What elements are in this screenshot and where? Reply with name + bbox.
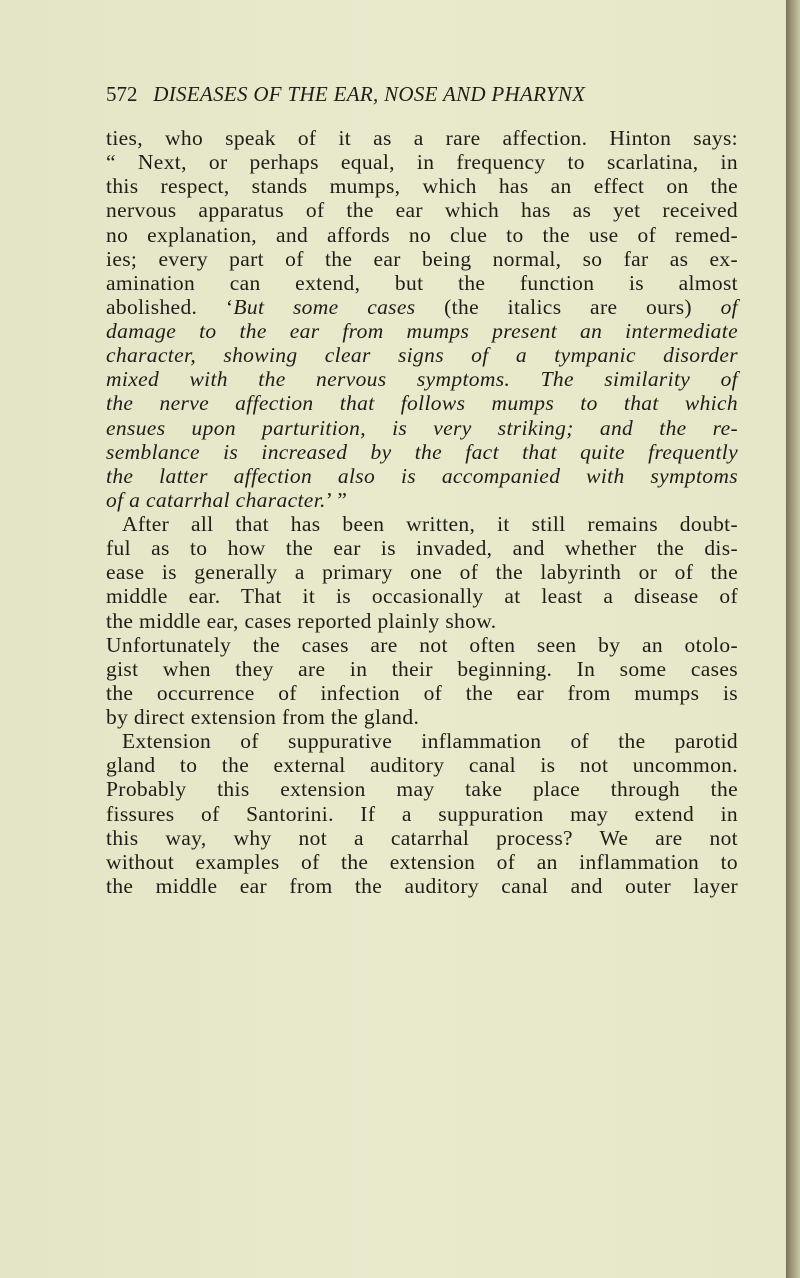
page-edge bbox=[786, 0, 800, 1278]
text-segment: without examples of the extension of an inflammation to bbox=[106, 849, 738, 874]
italic-text: mixed with the nervous symptoms. The similarity of bbox=[106, 367, 738, 392]
text-segment: middle ear. That it is occasionally at least a disease of bbox=[106, 584, 738, 609]
text-line bbox=[106, 271, 738, 295]
text-segment: (the italics are ours) bbox=[415, 294, 721, 319]
text-segment: gist when they are in their beginning. In some cases bbox=[106, 656, 738, 681]
text-line bbox=[106, 488, 738, 512]
text-line bbox=[106, 295, 738, 319]
text-line bbox=[106, 440, 738, 464]
text-segment: ties, who speak of it as a rare affection. Hinton says: bbox=[106, 126, 738, 150]
text-line bbox=[106, 777, 738, 801]
text-line bbox=[106, 223, 738, 247]
text-line bbox=[106, 343, 738, 367]
text-segment: fissures of Santorini. If a suppuration may extend in bbox=[106, 801, 738, 826]
text-line bbox=[106, 247, 738, 271]
text-line bbox=[106, 633, 738, 657]
text-line bbox=[106, 126, 738, 150]
text-segment: by direct extension from the gland. bbox=[106, 705, 420, 729]
text-segment: gland to the external auditory canal is not uncommon. bbox=[106, 753, 738, 778]
text-segment: Probably this extension may take place through the bbox=[106, 777, 738, 802]
text-line bbox=[106, 729, 738, 753]
italic-text: semblance is increased by the fact that quite frequently bbox=[106, 439, 738, 464]
text-segment: ful as to how the ear is invaded, and whether the dis- bbox=[106, 536, 738, 561]
page-header bbox=[106, 82, 746, 107]
text-segment: “ Next, or perhaps equal, in frequency to scarlatina, in bbox=[106, 150, 738, 175]
text-segment: the occurrence of infection of the ear from mumps is bbox=[106, 680, 738, 705]
text-segment: the middle ear from the auditory canal and outer layer bbox=[106, 873, 738, 898]
text-line bbox=[106, 826, 738, 850]
italic-text: But some cases bbox=[233, 294, 416, 319]
running-title: DISEASES OF THE EAR, NOSE AND PHARYNX bbox=[153, 82, 586, 106]
text-line bbox=[106, 657, 738, 681]
body-text bbox=[106, 126, 738, 898]
text-segment: no explanation, and affords no clue to the use of remed- bbox=[106, 222, 738, 247]
text-line bbox=[106, 560, 738, 584]
italic-text: the nerve affection that follows mumps to that which bbox=[106, 391, 738, 416]
italic-text: character, showing clear signs of a tympanic disorder bbox=[106, 343, 738, 368]
italic-text: ensues upon parturition, is very striking; and the re- bbox=[106, 415, 738, 440]
text-segment: this way, why not a catarrhal process? We are not bbox=[106, 825, 738, 850]
italic-text: of a catarrhal character. bbox=[106, 487, 326, 512]
page-number: 572 bbox=[106, 82, 138, 106]
text-segment: After all that has been written, it still remains doubt- bbox=[122, 512, 738, 536]
italic-text: of bbox=[720, 294, 738, 319]
text-line bbox=[106, 681, 738, 705]
text-line bbox=[106, 705, 738, 729]
text-line bbox=[106, 319, 738, 343]
italic-text: damage to the ear from mumps present an intermediate bbox=[106, 319, 738, 343]
text-line bbox=[106, 536, 738, 560]
text-line bbox=[106, 198, 738, 222]
text-segment: ’ ” bbox=[325, 487, 348, 512]
text-line bbox=[106, 391, 738, 415]
text-segment: ease is generally a primary one of the labyrinth or of the bbox=[106, 560, 738, 585]
text-line bbox=[106, 464, 738, 488]
text-segment: ies; every part of the ear being normal, so far as ex- bbox=[106, 246, 738, 271]
text-segment: abolished. ‘ bbox=[106, 294, 234, 319]
text-line bbox=[106, 584, 738, 608]
text-segment: Unfortunately the cases are not often seen by an otolo- bbox=[106, 632, 738, 657]
text-line bbox=[106, 874, 738, 898]
text-line bbox=[106, 802, 738, 826]
text-segment: the middle ear, cases reported plainly show. bbox=[106, 608, 497, 633]
italic-text: the latter affection also is accompanied with symptoms bbox=[106, 463, 738, 488]
text-line bbox=[106, 512, 738, 536]
text-line bbox=[106, 367, 738, 391]
text-segment: amination can extend, but the function is almost bbox=[106, 270, 738, 295]
text-line bbox=[106, 150, 738, 174]
text-segment: Extension of suppurative inflammation of the parotid bbox=[122, 729, 738, 754]
text-line bbox=[106, 416, 738, 440]
text-segment: this respect, stands mumps, which has an effect on the bbox=[106, 174, 738, 199]
text-line bbox=[106, 753, 738, 777]
text-line bbox=[106, 174, 738, 198]
text-line bbox=[106, 609, 738, 633]
text-segment: nervous apparatus of the ear which has as yet received bbox=[106, 198, 738, 223]
text-line bbox=[106, 850, 738, 874]
